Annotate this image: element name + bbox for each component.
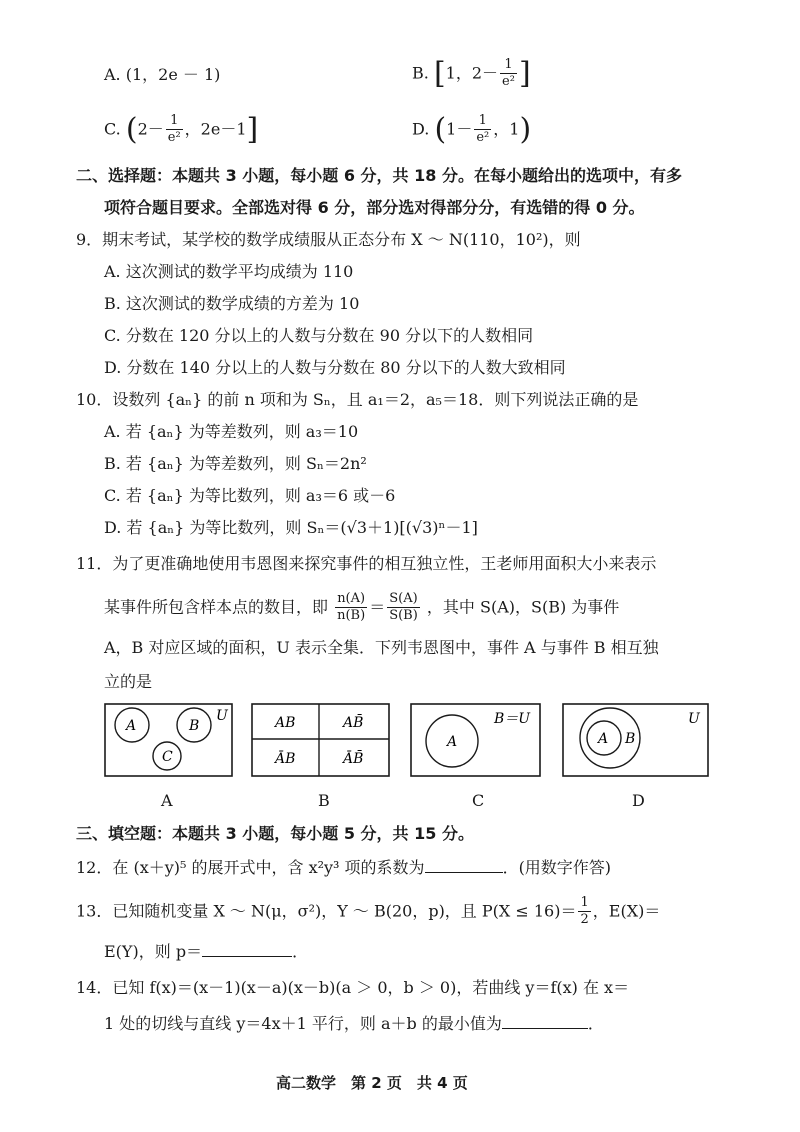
fraction-s [387, 592, 420, 624]
left-paren: ( [434, 111, 447, 147]
fraction-numerator: 1 [578, 896, 590, 912]
venn-figure-b [251, 703, 391, 778]
right-bracket: ] [518, 55, 531, 91]
q8-option-b [412, 55, 531, 91]
q8-option-b-body: 1，2－ [445, 63, 499, 83]
q14-line2-post: ． [587, 1014, 604, 1033]
q13-post: ，E(X)＝ [592, 901, 661, 921]
q10-stem: 10．设数列 {aₙ} 的前 n 项和为 Sₙ，且 a₁＝2，a₅＝18．则下列说法正确的是 [76, 390, 639, 409]
fraction-numerator: S(A) [387, 592, 420, 608]
answer-blank[interactable] [502, 1027, 588, 1029]
q11-line2 [104, 592, 619, 624]
venn-figure-c [410, 703, 542, 778]
cell-nota-notb: ĀB̄ [343, 751, 364, 767]
q14-line2-pre: 1 处的切线与直线 y＝4x＋1 平行，则 a＋b 的最小值为 [104, 1014, 502, 1033]
section2-heading-line1: 二、选择题：本题共 3 小题，每小题 6 分，共 18 分。在每小题给出的选项中，有多 [76, 166, 682, 185]
venn-figure-a-caption: A [161, 791, 173, 810]
label-u: U [216, 708, 228, 724]
right-paren: ) [519, 111, 532, 147]
label-a: A [447, 734, 458, 750]
section2-heading-line2: 项符合题目要求。全部选对得 6 分，部分选对得部分分，有选错的得 0 分。 [104, 198, 645, 217]
label-b: B [625, 731, 636, 747]
q14-line2 [104, 1016, 604, 1032]
section3-heading: 三、填空题：本题共 3 小题，每小题 5 分，共 15 分。 [76, 824, 474, 843]
left-bracket: [ [433, 55, 446, 91]
label-b-equals-u: B＝U [494, 711, 531, 727]
fraction-n [335, 592, 367, 624]
fraction-numerator: 1 [500, 58, 517, 74]
page-footer: 高二数学 第 2 页 共 4 页 [276, 1074, 468, 1092]
q9-stem: 9．期末考试，某学校的数学成绩服从正态分布 X ～ N(110，10²)，则 [76, 230, 581, 249]
q8-option-d-body2: ，1 [493, 119, 520, 139]
q9-option-d: D. 分数在 140 分以上的人数与分数在 80 分以下的人数大致相同 [104, 358, 566, 377]
q10-option-b: B. 若 {aₙ} 为等差数列，则 Sₙ＝2n² [104, 454, 367, 473]
q10-option-a: A. 若 {aₙ} 为等差数列，则 a₃＝10 [104, 422, 359, 441]
q11-line4: 立的是 [104, 672, 153, 691]
fraction-numerator: n(A) [335, 592, 367, 608]
q9-option-a: A. 这次测试的数学平均成绩为 110 [104, 262, 354, 281]
universe-rect [563, 704, 708, 776]
left-paren: ( [125, 111, 138, 147]
fraction [474, 114, 491, 146]
q13-line2-post: ． [292, 942, 309, 961]
q12 [76, 860, 611, 876]
q12-pre: 12．在 (x＋y)⁵ 的展开式中，含 x²y³ 项的系数为 [76, 858, 425, 877]
equals-sign: ＝ [369, 597, 386, 617]
q14-line1: 14．已知 f(x)＝(x－1)(x－a)(x－b)(a ＞ 0，b ＞ 0)，若曲线 y＝f(x) 在 x＝ [76, 978, 630, 997]
fraction-denominator: e² [167, 130, 181, 146]
q8-option-c-body2: ，2e－1 [184, 119, 247, 139]
q9-option-b: B. 这次测试的数学成绩的方差为 10 [104, 294, 360, 313]
venn-figure-c-caption: C [472, 791, 485, 810]
answer-blank[interactable] [202, 955, 292, 957]
q8-option-c-body1: 2－ [137, 119, 164, 139]
venn-figure-d-caption: D [632, 791, 645, 810]
q11-line3: A，B 对应区域的面积，U 表示全集．下列韦恩图中，事件 A 与事件 B 相互独 [104, 638, 659, 657]
q8-option-a: A. (1，2e － 1) [104, 65, 221, 84]
cell-a-notb: AB̄ [343, 715, 364, 731]
cell-ab: AB [275, 715, 296, 731]
fraction [500, 58, 517, 90]
q10-option-c: C. 若 {aₙ} 为等比数列，则 a₃＝6 或－6 [104, 486, 396, 505]
q11-line2-post: ，其中 S(A)，S(B) 为事件 [426, 597, 620, 617]
fraction-denominator: n(B) [337, 608, 366, 624]
q11-line1: 11．为了更准确地使用韦恩图来探究事件的相互独立性，王老师用面积大小来表示 [76, 554, 657, 573]
q8-option-d-prefix: D. [412, 119, 430, 139]
label-u: U [688, 711, 700, 727]
fraction-denominator: 2 [580, 912, 589, 928]
q12-post: ．(用数字作答) [502, 858, 612, 877]
fraction-numerator: 1 [474, 114, 491, 130]
q13-pre: 13．已知随机变量 X ～ N(μ，σ²)，Y ～ B(20，p)，且 P(X ≤ 16)＝ [76, 901, 577, 921]
label-c: C [162, 749, 173, 765]
q13-line2 [104, 944, 308, 960]
q8-option-d-body1: 1－ [446, 119, 473, 139]
answer-blank[interactable] [425, 871, 503, 873]
q10-option-d: D. 若 {aₙ} 为等比数列，则 Sₙ＝(√3＋1)[(√3)ⁿ－1] [104, 518, 478, 537]
label-a: A [126, 718, 137, 734]
cell-nota-b: ĀB [275, 751, 296, 767]
q8-option-b-prefix: B. [412, 63, 429, 83]
q13-line1 [76, 896, 660, 928]
fraction-denominator: e² [476, 130, 490, 146]
q8-option-d [412, 111, 532, 147]
fraction-denominator: S(B) [389, 608, 418, 624]
venn-figure-a [104, 703, 234, 778]
fraction-denominator: e² [502, 74, 515, 90]
q9-option-c: C. 分数在 120 分以上的人数与分数在 90 分以下的人数相同 [104, 326, 534, 345]
fraction-half [578, 896, 590, 928]
label-a: A [598, 731, 609, 747]
right-bracket: ] [246, 111, 259, 147]
universe-rect [252, 704, 389, 776]
fraction [166, 114, 183, 146]
q8-option-c-prefix: C. [104, 119, 121, 139]
q8-option-c [104, 111, 259, 147]
q13-line2-pre: E(Y)，则 p＝ [104, 942, 203, 961]
label-b: B [189, 718, 200, 734]
venn-figure-b-caption: B [318, 791, 330, 810]
venn-figure-d [562, 703, 710, 778]
fraction-numerator: 1 [166, 114, 183, 130]
q11-line2-pre: 某事件所包含样本点的数目，即 [104, 597, 329, 617]
